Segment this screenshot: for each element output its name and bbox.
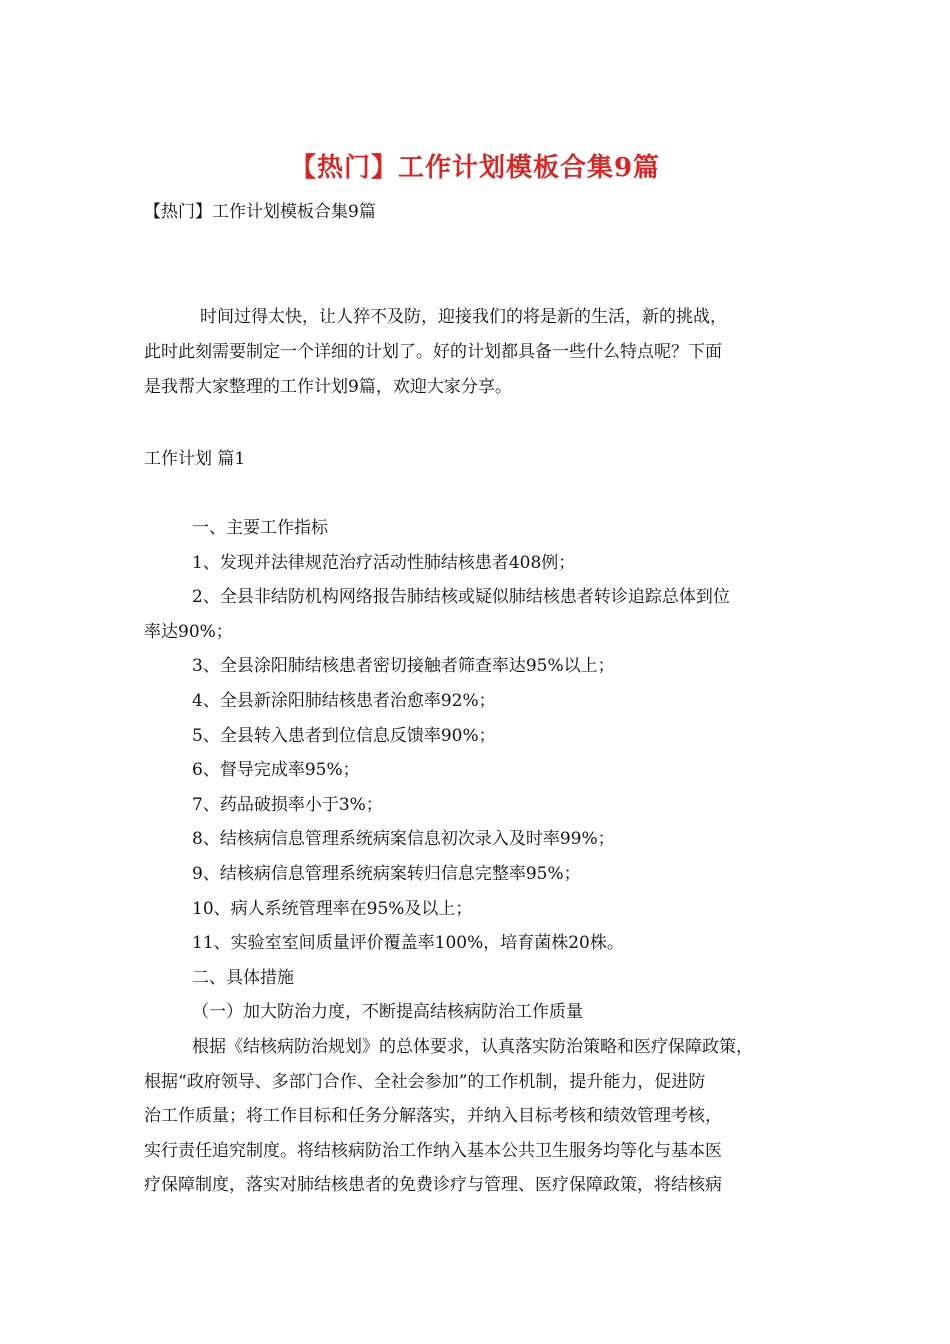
content-line: 根据“政府领导、多部门合作、全社会参加”的工作机制，提升能力，促进防 [144,1071,706,1092]
content-line: 4、全县新涂阳肺结核患者治愈率92%； [192,690,496,711]
content-line: 根据《结核病防治规划》的总体要求，认真落实防治策略和医疗保障政策， [192,1036,753,1057]
content-line: 率达90%； [144,621,233,642]
content-line: 7、药品破损率小于3%； [192,794,383,815]
section-content [144,511,834,1203]
intro-line: 此时此刻需要制定一个详细的计划了。好的计划都具备一些什么特点呢？下面 [144,342,722,362]
content-line: 疗保障制度，落实对肺结核患者的免费诊疗与管理、医疗保障政策，将结核病 [144,1175,722,1196]
content-heading: 一、主要工作指标 [192,518,328,538]
content-line: 2、全县非结防机构网络报告肺结核或疑似肺结核患者转诊追踪总体到位 [192,587,730,608]
content-line: 5、全县转入患者到位信息反馈率90%； [192,725,496,746]
content-subheading: （一）加大防治力度，不断提高结核病防治工作质量 [192,1002,583,1023]
content-line: 9、结核病信息管理系统病案转归信息完整率95%； [192,863,581,884]
document-title: 【热门】工作计划模板合集9篇 [289,153,661,183]
content-heading: 二、具体措施 [192,967,294,988]
content-line: 实行责任追究制度。将结核病防治工作纳入基本公共卫生服务均等化与基本医 [144,1140,722,1161]
content-line: 1、发现并法律规范治疗活动性肺结核患者408例； [192,552,576,573]
content-line: 3、全县涂阳肺结核患者密切接触者筛查率达95%以上； [192,656,615,677]
content-line: 6、督导完成率95%； [192,760,360,781]
content-line: 11、实验室室间质量评价覆盖率100%，培育菌株20株。 [192,933,624,954]
intro-line: 是我帮大家整理的工作计划9篇，欢迎大家分享。 [144,377,512,397]
section-heading: 工作计划 篇1 [144,449,246,469]
intro-line: 时间过得太快，让人猝不及防，迎接我们的将是新的生活，新的挑战， [200,307,727,327]
intro-paragraph [144,300,824,405]
content-line: 治工作质量；将工作目标和任务分解落实，并纳入目标考核和绩效管理考核， [144,1106,722,1127]
document-subtitle: 【热门】工作计划模板合集9篇 [144,202,376,222]
content-line: 10、病人系统管理率在95%及以上； [192,898,473,919]
content-line: 8、结核病信息管理系统病案信息初次录入及时率99%； [192,829,615,850]
